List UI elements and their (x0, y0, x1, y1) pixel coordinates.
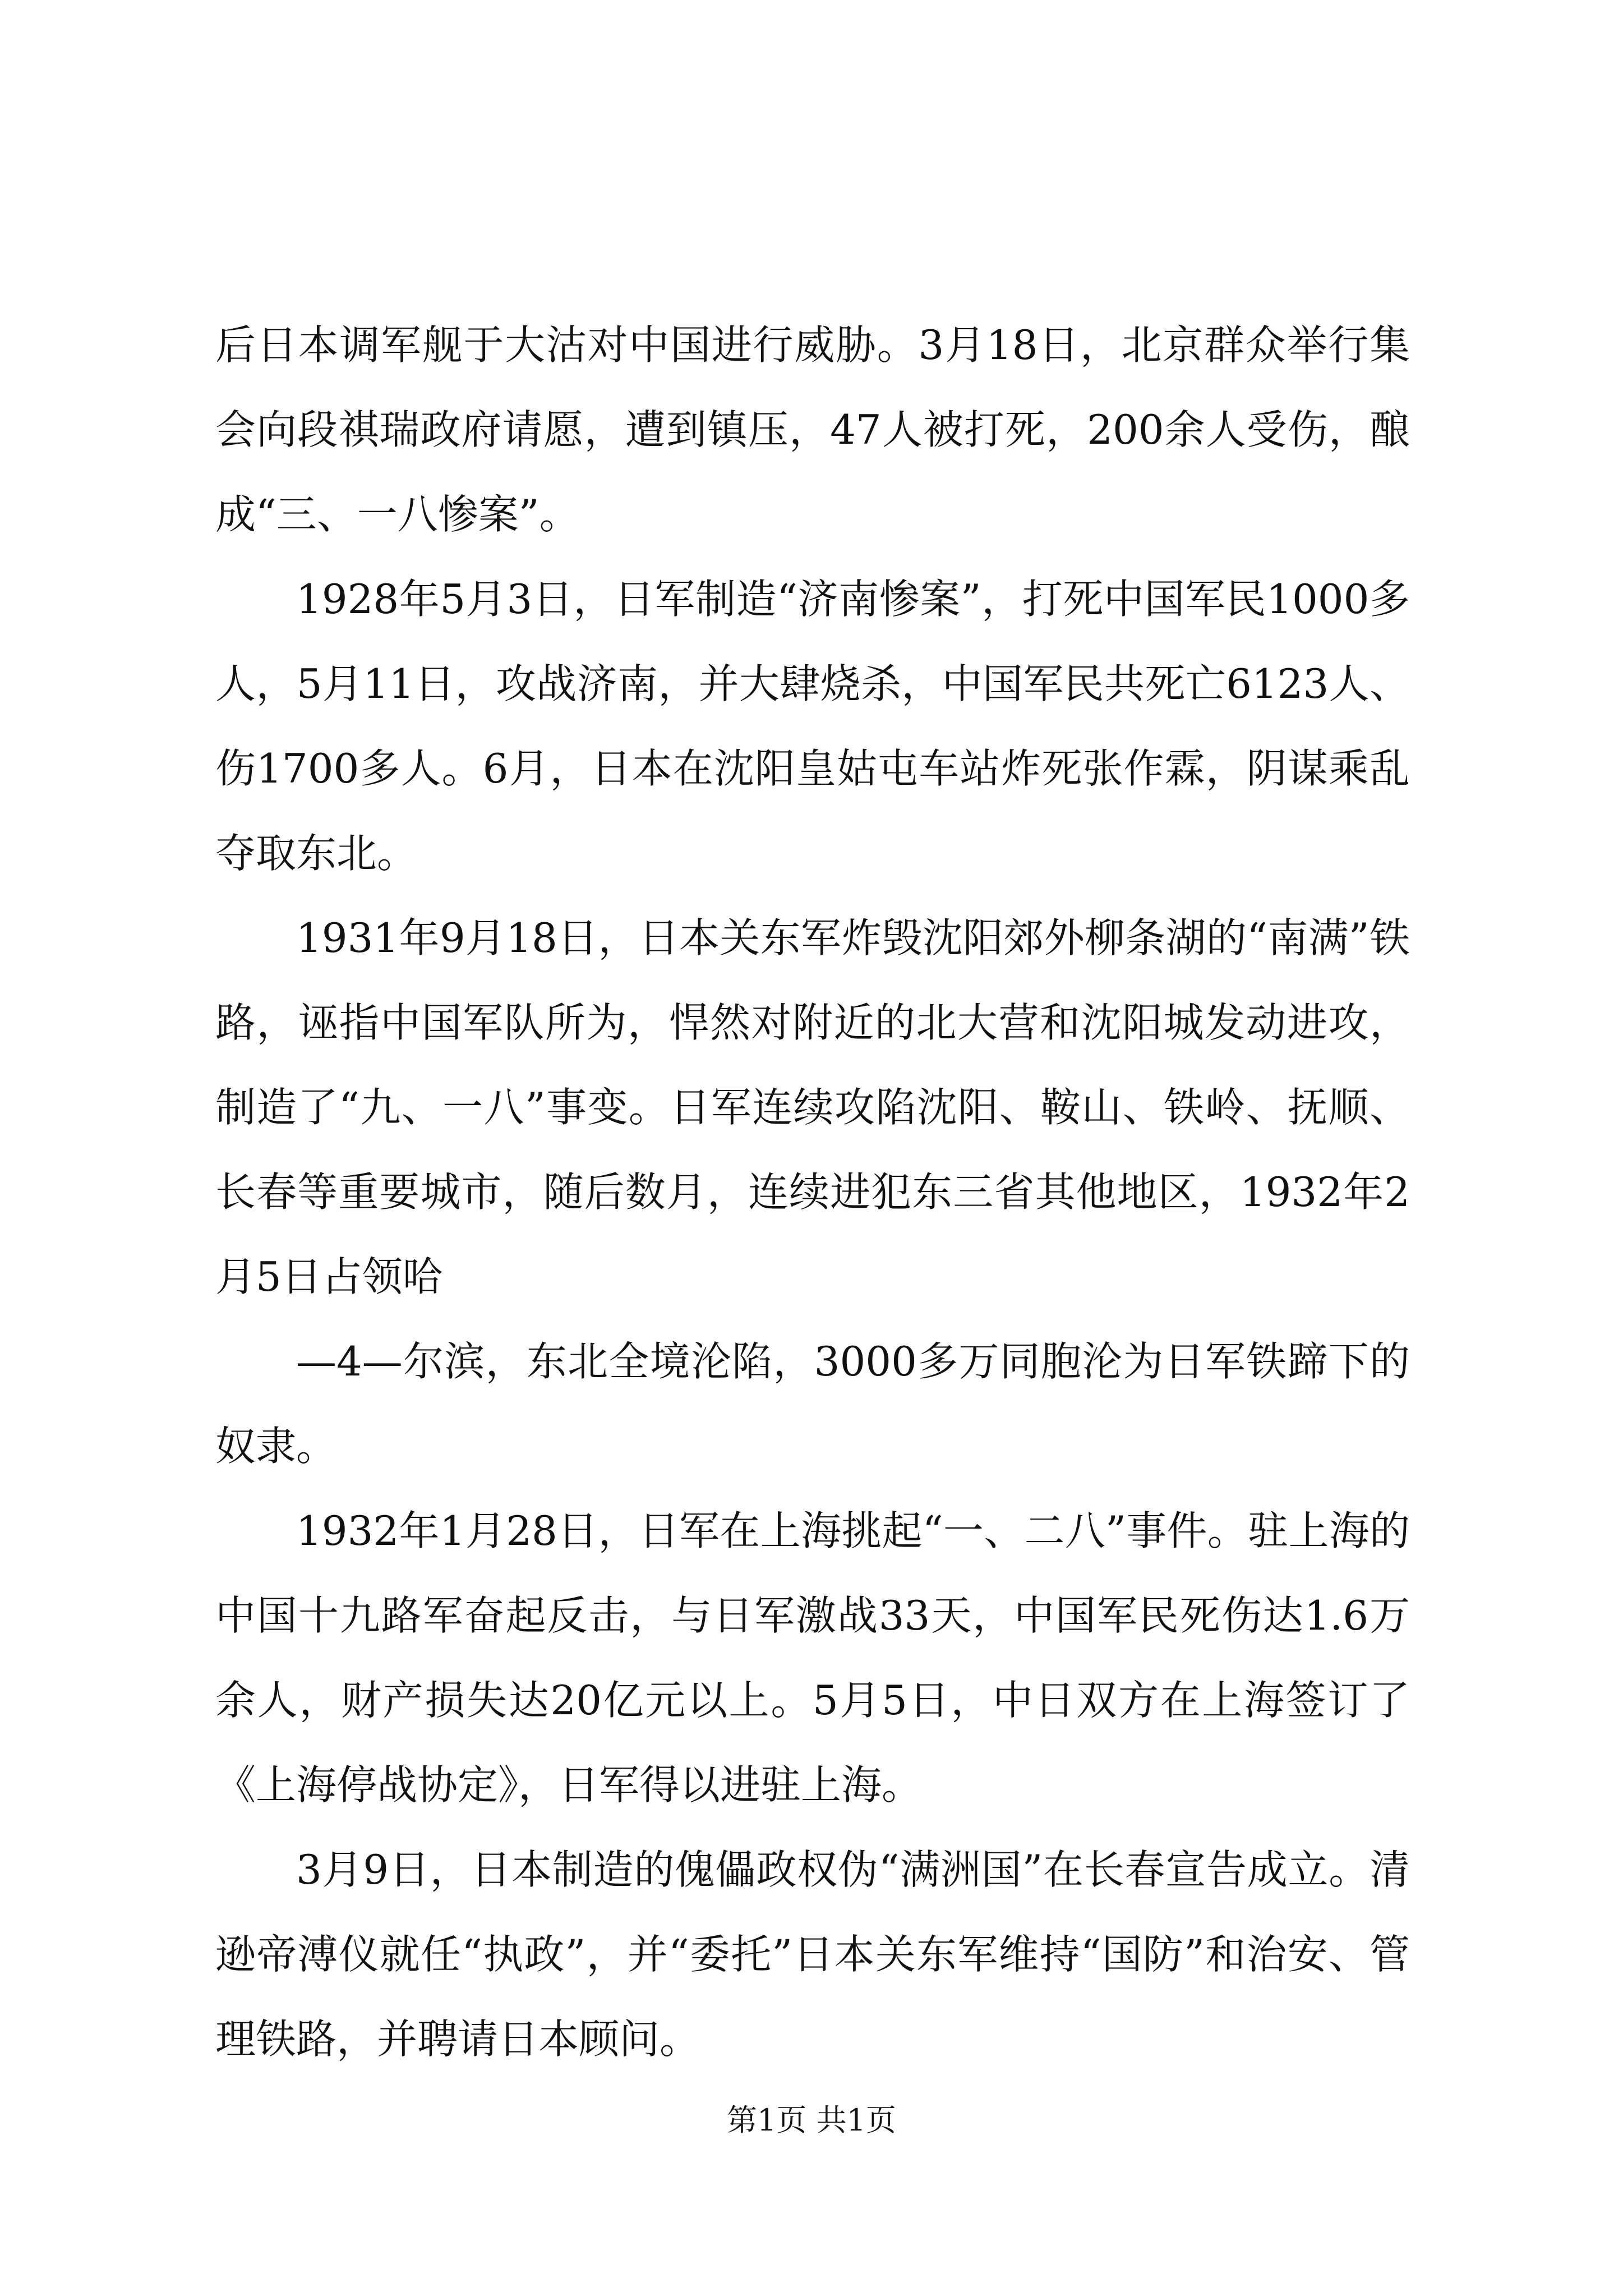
paragraph-continued: 后日本调军舰于大沽对中国进行威胁。3月18日，北京群众举行集会向段祺瑞政府请愿，遭到镇压，47人被打死，200余人受伤，酿成“三、一八惨案”。 (215, 321, 1410, 538)
page-footer: 第1页 共1页 (727, 2102, 896, 2138)
paragraph-jinan-incident: 1928年5月3日，日军制造“济南惨案”，打死中国军民1000多人，5月11日，攻战济南，并大肆烧杀，中国军民共死亡6123人、伤1700多人。6月，日本在沈阳皇姑屯车站炸死张作霖，阴谋乘乱夺取东北。 (215, 576, 1410, 877)
document-body (215, 303, 1410, 2082)
paragraph-manchukuo: 3月9日，日本制造的傀儡政权伪“满洲国”在长春宣告成立。清逊帝溥仪就任“执政”，并“委托”日本关东军维持“国防”和治安、管理铁路，并聘请日本顾问。 (215, 1846, 1410, 2063)
paragraph-harbin-fall: —4—尔滨，东北全境沦陷，3000多万同胞沦为日军铁蹄下的奴隶。 (215, 1338, 1410, 1470)
paragraph-918-incident: 1931年9月18日，日本关东军炸毁沈阳郊外柳条湖的“南满”铁路，诬指中国军队所为，悍然对附近的北大营和沈阳城发动进攻，制造了“九、一八”事变。日军连续攻陷沈阳、鞍山、铁岭、抚顺、长春等重要城市，随后数月，连续进犯东三省其他地区，1932年2月5日占领哈 (215, 914, 1410, 1300)
paragraph-128-incident: 1932年1月28日，日军在上海挑起“一、二八”事件。驻上海的中国十九路军奋起反击，与日军激战33天，中国军民死伤达1.6万余人，财产损失达20亿元以上。5月5日，中日双方在上海签订了《上海停战协定》，日军得以进驻上海。 (215, 1507, 1410, 1809)
